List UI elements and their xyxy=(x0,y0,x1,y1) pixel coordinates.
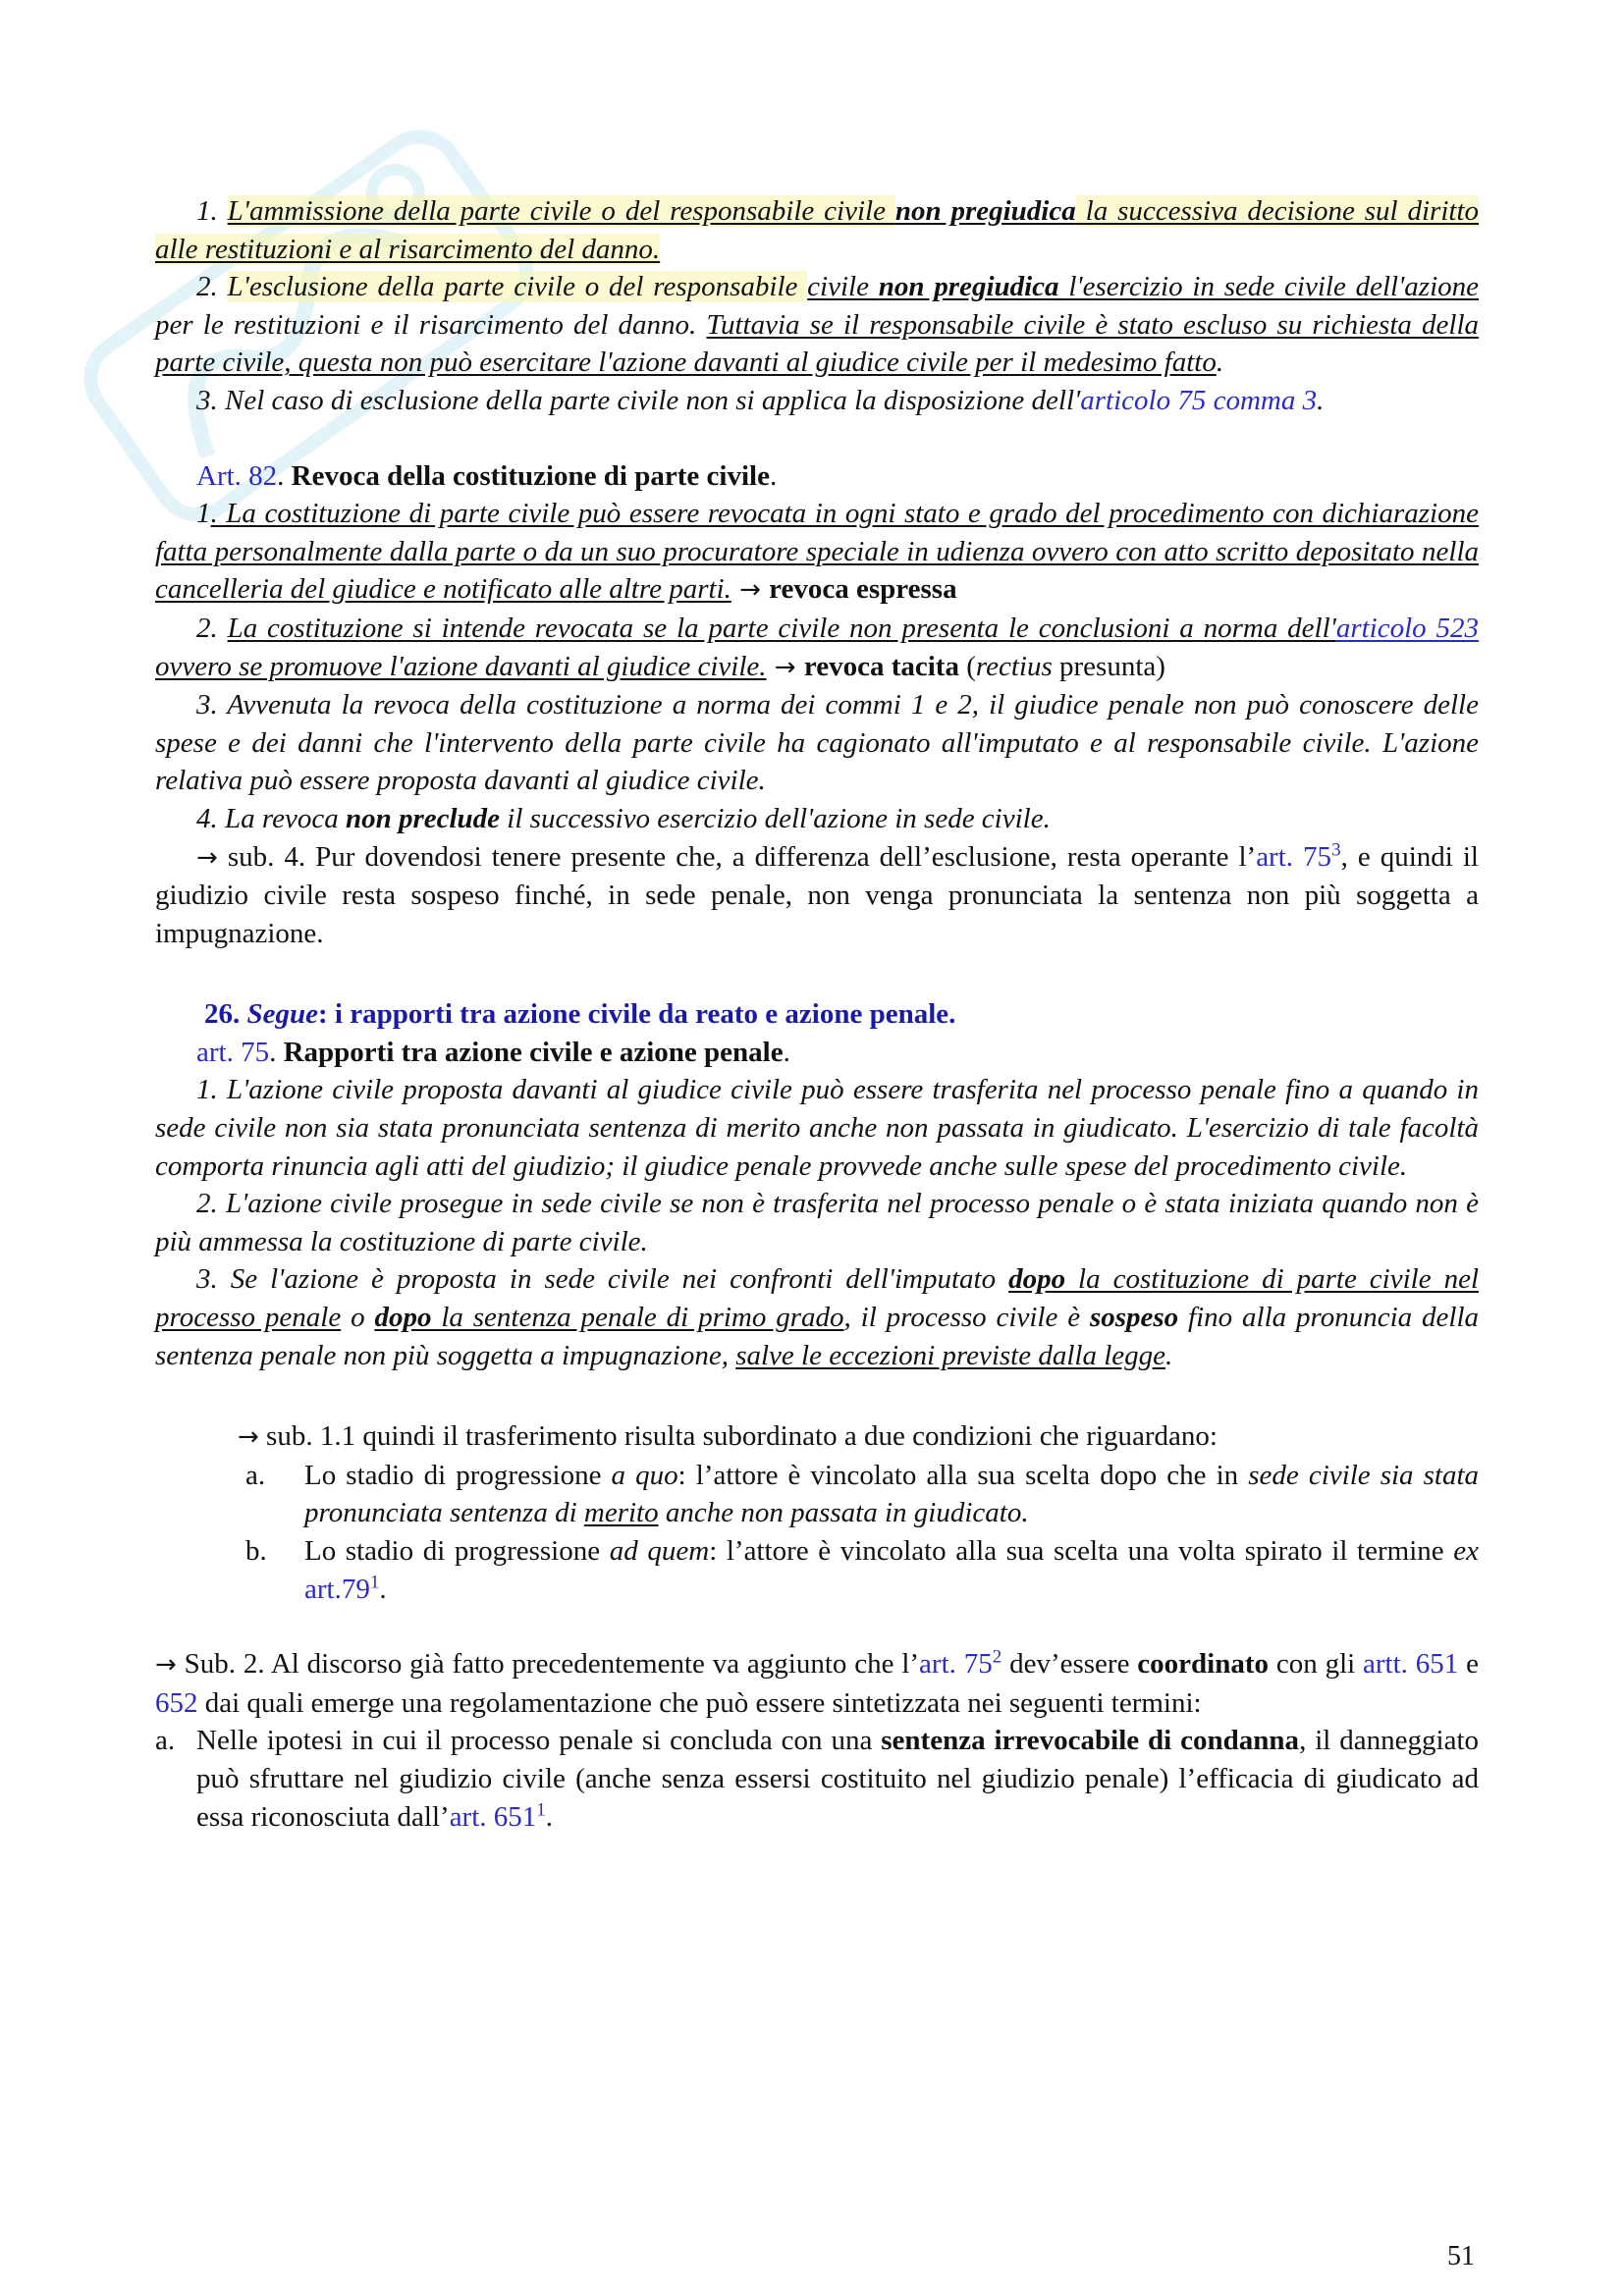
art75-heading: art. 75. Rapporti tra azione civile e azione penale. xyxy=(196,1036,790,1068)
arrow-right-icon: → xyxy=(238,1422,259,1453)
art82-comma4: 4. La revoca non preclude il successivo esercizio dell'azione in sede civile. xyxy=(196,802,1051,834)
link-art-75-heading[interactable]: art. 75 xyxy=(196,1036,270,1068)
link-artt-651[interactable]: artt. 651 xyxy=(1363,1648,1459,1681)
art81-comma2: 2. L'esclusione della parte civile o del responsabile civile non pregiudica l'esercizio in sede civile dell'azione per le restituzioni e il risarcimento del danno. Tuttavia se il responsabile civile è stato escluso su richiesta della parte civile, questa non può esercitare l'azione davanti al giudice civile per il medesimo fatto. xyxy=(155,271,1480,379)
arrow-right-icon: → xyxy=(731,575,770,606)
section-26-heading: 26. Segue: i rapporti tra azione civile da reato e azione penale. xyxy=(204,998,956,1031)
page-number: 51 xyxy=(1447,2241,1475,2271)
arrow-right-icon: → xyxy=(196,842,218,873)
link-art-651[interactable]: art. 651 xyxy=(449,1800,537,1833)
link-articolo-75-comma-3[interactable]: articolo 75 comma 3 xyxy=(1080,384,1318,416)
art75-comma3: 3. Se l'azione è proposta in sede civile nei confronti dell'imputato dopo la costituzione di parte civile nel processo penale o dopo la sentenza penale di primo grado, il processo civile è sospeso fino alla pronuncia della sentenza penale non più soggetta a impugnazione, salve le eccezioni previste dalla legge. xyxy=(155,1263,1480,1371)
sub1-intro: → sub. 1.1 quindi il trasferimento risulta subordinato a due condizioni che riguardano: xyxy=(238,1420,1218,1453)
document-body xyxy=(155,192,1479,1836)
arrow-right-icon: → xyxy=(766,652,804,682)
sub2-paragraph: → Sub. 2. Al discorso già fatto precedentemente va aggiunto che l’art. $75^2$ dev’essere coordinato con gli artt. 651 e 652 dai quali emerge una regolamentazione che può essere sintetizzata nei seguenti termini: xyxy=(155,1646,1479,1719)
art75-comma1: 1. L'azione civile proposta davanti al giudice civile può essere trasferita nel processo penale fino a quando in sede civile non sia stata pronunciata sentenza di merito anche non passata in giudicato. L'esercizio di tale facoltà comporta rinuncia agli atti del giudizio; il giudice penale provvede anche sulle spese del procedimento civile. xyxy=(155,1074,1479,1182)
art81-comma3: 3. Nel caso di esclusione della parte civile non si applica la disposizione dell'articolo 75 comma 3. xyxy=(196,384,1325,416)
sub1-item-a: a. Lo stadio di progressione a quo: l’attore è vincolato alla sua scelta dopo che in sede civile sia stata pronunciata sentenza di merito anche non passata in giudicato. xyxy=(245,1459,1480,1529)
link-art-75[interactable]: art. 75 xyxy=(1256,840,1332,873)
art82-comma1: 1. La costituzione di parte civile può essere revocata in ogni stato e grado del procedimento con dichiarazione fatta personalmente dalla parte o da un suo procuratore speciale in udienza ovvero con atto scritto depositato nella cancelleria del giudice e notificato alle altre parti. → revoca espressa xyxy=(155,498,1479,606)
sub2-item-a: a. Nelle ipotesi in cui il processo penale si concluda con una sentenza irrevocabile di condanna, il danneggiato può sfruttare nel giudizio civile (anche senza essersi costituito nel giudizio penale) l’efficacia di giudicato ad essa riconosciuta dall’art. $651^1$. xyxy=(155,1725,1479,1833)
link-art-82[interactable]: Art. 82 xyxy=(196,459,278,492)
art75-comma2: 2. L'azione civile prosegue in sede civile se non è trasferita nel processo penale o è stata iniziata quando non è più ammessa la costituzione di parte civile. xyxy=(155,1188,1479,1257)
link-articolo-523[interactable]: articolo 523 xyxy=(1335,612,1480,644)
art81-comma1: 1. L'ammissione della parte civile o del responsabile civile non pregiudica la successiva decisione sul diritto alle restituzioni e al risarcimento del danno. xyxy=(155,195,1479,265)
link-art-75-sub2[interactable]: art. 75 xyxy=(919,1648,993,1681)
art82-comma3: 3. Avvenuta la revoca della costituzione a norma dei commi 1 e 2, il giudice penale non può conoscere delle spese e dei danni che l'intervento della parte civile ha cagionato all'imputato e al responsabile civile. L'azione relativa può essere proposta davanti al giudice civile. xyxy=(155,689,1479,797)
art82-comma2: 2. La costituzione si intende revocata se la parte civile non presenta le conclusioni a norma dell'articolo 523 ovvero se promuove l'azione davanti al giudice civile. → revoca tacita (rectius presunta) xyxy=(155,612,1480,682)
art82-heading: Art. 82. Revoca della costituzione di parte civile. xyxy=(196,459,778,492)
link-art-79[interactable]: art.79 xyxy=(304,1573,370,1605)
sub1-item-b: b. Lo stadio di progressione ad quem: l’attore è vincolato alla sua scelta una volta spirato il termine ex $art.79^1$. xyxy=(245,1535,1480,1605)
arrow-right-icon: → xyxy=(155,1650,177,1681)
art82-note-sub4: → sub. 4. Pur dovendosi tenere presente che, a differenza dell’esclusione, resta operante l’art. $75^3$, e quindi il giudizio civile resta sospeso finché, in sede penale, non venga pronunciata la sentenza non più soggetta a impugnazione. xyxy=(155,838,1479,949)
link-652[interactable]: 652 xyxy=(155,1686,198,1719)
